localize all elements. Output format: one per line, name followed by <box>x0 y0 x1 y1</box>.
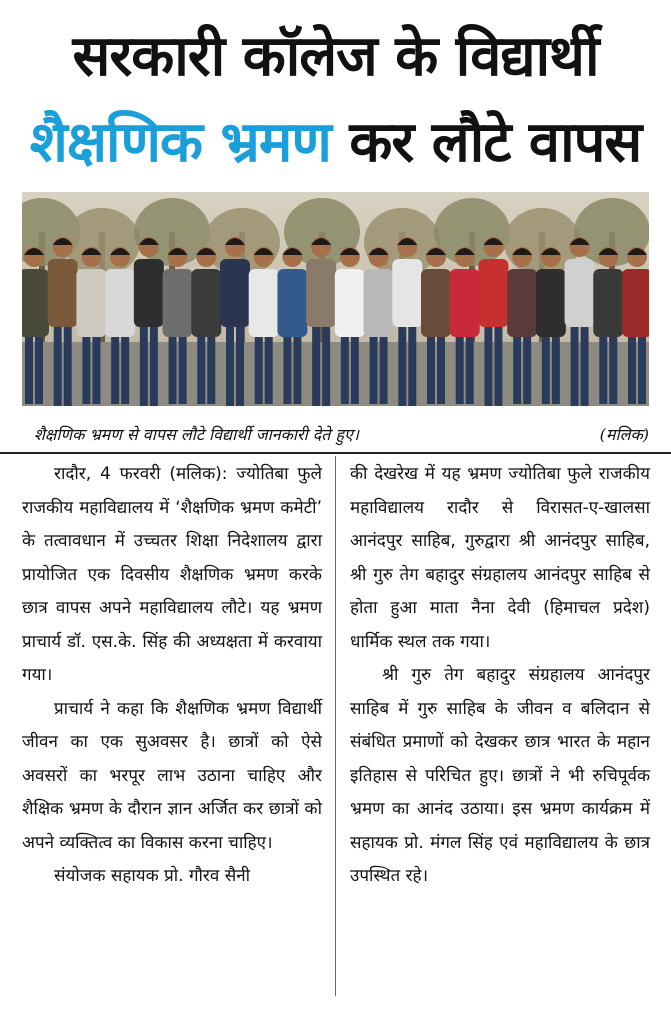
article-column-left <box>22 458 322 894</box>
article-paragraph: प्राचार्य ने कहा कि शैक्षणिक भ्रमण विद्यार्थी जीवन का एक सुअवसर है। छात्रों को ऐसे अवसरों का भरपूर लाभ उठाना चाहिए और शैक्षिक भ्रमण के दौरान ज्ञान अर्जित कर छात्रों को अपने व्यक्तित्व का विकास करना चाहिए। <box>22 698 322 853</box>
headline-rest: कर लौटे वापस <box>349 110 642 175</box>
headline-line-1: सरकारी कॉलेज के विद्यार्थी <box>72 24 599 89</box>
article-column-right <box>350 458 650 894</box>
article-paragraph: की देखरेख में यह भ्रमण ज्योतिबा फुले राजकीय महाविद्यालय रादौर से विरासत-ए-खालसा आनंदपुर साहिब, गुरुद्वारा श्री आनंदपुर साहिब, श्री गुरु तेग बहादुर संग्रहालय आनंदपुर साहिब से होता हुआ माता नैना देवी (हिमाचल प्रदेश) धार्मिक स्थल तक गया। <box>350 464 650 652</box>
caption-text: शैक्षणिक भ्रमण से वापस लौटे विद्यार्थी जानकारी देते हुए। <box>34 425 359 444</box>
headline-accent: शैक्षणिक भ्रमण <box>29 110 331 175</box>
article-paragraph: श्री गुरु तेग बहादुर संग्रहालय आनंदपुर साहिब में गुरु साहिब के जीवन व बलिदान से संबंधित प्रमाणों को देखकर छात्र भारत के महान इतिहास से परिचित हुए। छात्रों ने भी रुचिपूर्वक भ्रमण का आनंद उठाया। इस भ्रमण कार्यक्रम में सहायक प्रो. मंगल सिंह एवं महाविद्यालय के छात्र उपस्थित रहे। <box>350 665 650 886</box>
headline-line-2 <box>0 108 671 178</box>
article-paragraph: संयोजक सहायक प्रो. गौरव सैनी <box>54 866 251 886</box>
caption-divider <box>0 452 671 454</box>
column-divider <box>335 456 336 996</box>
group-photo <box>22 192 649 406</box>
article-paragraph: रादौर, 4 फरवरी (मलिक): ज्योतिबा फुले राजकीय महाविद्यालय में ‘शैक्षणिक भ्रमण कमेटी’ के तत्वावधान में उच्चतर शिक्षा निदेशालय द्वारा प्रायोजित एक दिवसीय शैक्षणिक भ्रमण करके छात्र वापस अपने महाविद्यालय लौटे। यह भ्रमण प्राचार्य डॉ. एस.के. सिंह की अध्यक्षता में करवाया गया। <box>22 464 322 685</box>
caption-credit: (मलिक) <box>599 425 649 444</box>
photo-caption <box>22 420 649 450</box>
group-photo-illustration <box>22 192 649 406</box>
